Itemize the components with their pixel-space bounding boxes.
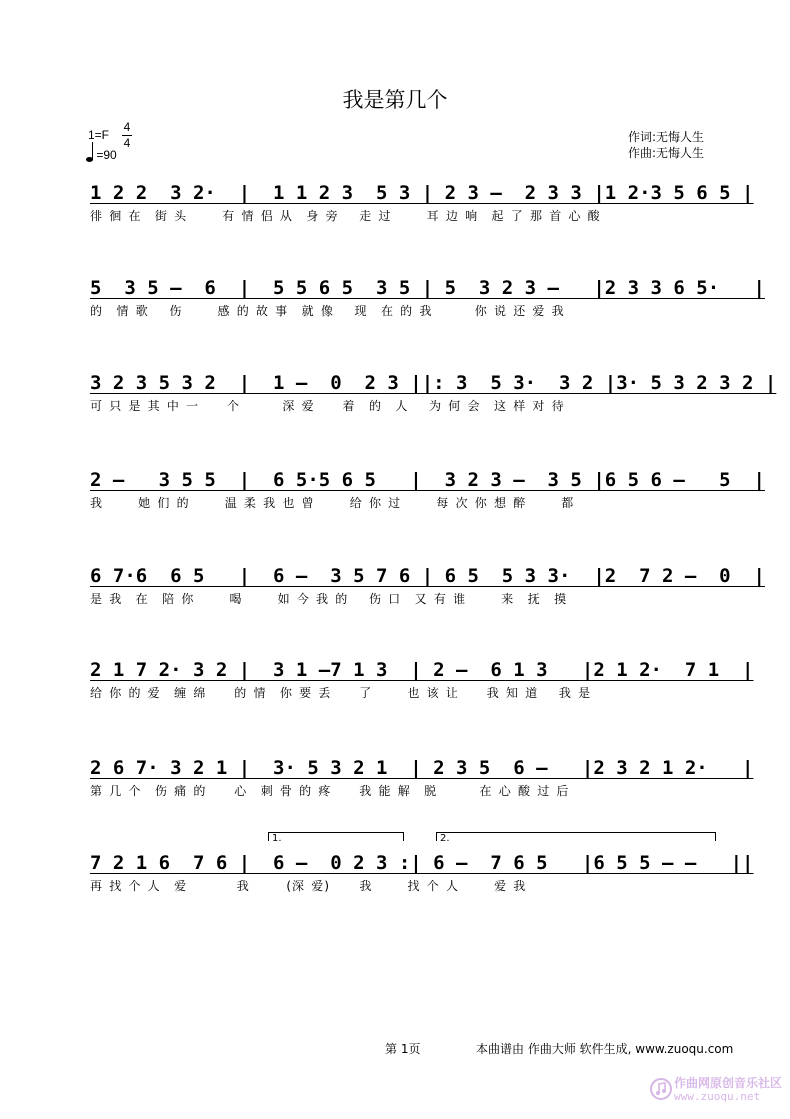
- time-signature: [122, 120, 132, 151]
- key-signature: 1=F: [88, 128, 110, 142]
- lyricist-credit: 作词:无悔人生: [628, 130, 705, 144]
- lyrics-line: 再 找 个 人 爱 我 (深 爱) 我 找 个 人 爱 我: [90, 879, 526, 893]
- score-row-5: [90, 563, 765, 623]
- tempo-value: =90: [96, 148, 117, 162]
- lyrics-line: 我 她 们 的 温 柔 我 也 曾 给 你 过 每 次 你 想 醉 都: [90, 496, 574, 510]
- first-ending-label: 1.: [272, 833, 282, 844]
- quarter-note-icon: [86, 157, 93, 162]
- score-row-2: [90, 275, 765, 335]
- notation-line: 2 1 7 2· 3 2 | 3 1 –7 1 3 | 2 – 6 1 3 |2 1 2· 7 1 |: [90, 659, 754, 681]
- first-ending-bracket: [268, 832, 404, 844]
- lyrics-line: 第 几 个 伤 痛 的 心 刺 骨 的 疼 我 能 解 脱 在 心 酸 过 后: [90, 784, 569, 798]
- lyrics-line: 给 你 的 爱 缠 绵 的 情 你 要 丢 了 也 该 让 我 知 道 我 是: [90, 686, 591, 700]
- notation-line: 6 7·6 6 5 | 6 – 3 5 7 6 | 6 5 5 3 3· |2 7 2 – 0 |: [90, 565, 765, 587]
- page-number: 第 1页: [385, 1042, 421, 1056]
- lyrics-line: 可 只 是 其 中 一 个 深 爱 着 的 人 为 何 会 这 样 对 待: [90, 399, 564, 413]
- score-row-3: [90, 370, 777, 430]
- score-row-6: [90, 657, 754, 717]
- lyrics-line: 徘 徊 在 街 头 有 情 侣 从 身 旁 走 过 耳 边 响 起 了 那 首 心 酸: [90, 209, 600, 223]
- site-watermark: [648, 1076, 782, 1104]
- notation-line: 2 – 3 5 5 | 6 5·5 6 5 | 3 2 3 – 3 5 |6 5 6 – 5 |: [90, 469, 765, 491]
- second-ending-bracket: [436, 832, 716, 844]
- score-row-7: [90, 755, 754, 815]
- score-row-8: [90, 850, 754, 910]
- score-row-4: [90, 467, 765, 527]
- notation-line: 1 2 2 3 2· | 1 1 2 3 5 3 | 2 3 – 2 3 3 |1 2·3 5 6 5 |: [90, 182, 754, 204]
- song-title: 我是第几个: [342, 88, 448, 112]
- notation-line: 7 2 1 6 7 6 | 6 – 0 2 3 :| 6 – 7 6 5 |6 5 5 – – ||: [90, 852, 754, 874]
- time-numerator: 4: [123, 120, 131, 134]
- composer-credit: 作曲:无悔人生: [628, 146, 705, 160]
- watermark-name: 作曲网原创音乐社区: [674, 1076, 783, 1090]
- watermark-url: www.zuoqu.net: [674, 1090, 761, 1103]
- score-row-1: [90, 180, 754, 240]
- notation-line: 5 3 5 – 6 | 5 5 6 5 3 5 | 5 3 2 3 – |2 3 3 6 5· |: [90, 277, 765, 299]
- lyrics-line: 的 情 歌 伤 感 的 故 事 就 像 现 在 的 我 你 说 还 爱 我: [90, 304, 564, 318]
- generator-credit: 本曲谱由 作曲大师 软件生成, www.zuoqu.com: [476, 1042, 734, 1056]
- notation-line: 3 2 3 5 3 2 | 1 – 0 2 3 ||: 3 5 3· 3 2 |3· 5 3 2 3 2 |: [90, 372, 777, 394]
- tempo-marking: [86, 148, 117, 162]
- lyrics-line: 是 我 在 陪 你 喝 如 今 我 的 伤 口 又 有 谁 来 抚 摸: [90, 592, 567, 606]
- notation-line: 2 6 7· 3 2 1 | 3· 5 3 2 1 | 2 3 5 6 – |2 3 2 1 2· |: [90, 757, 754, 779]
- time-denominator: 4: [123, 136, 131, 150]
- second-ending-label: 2.: [440, 833, 450, 844]
